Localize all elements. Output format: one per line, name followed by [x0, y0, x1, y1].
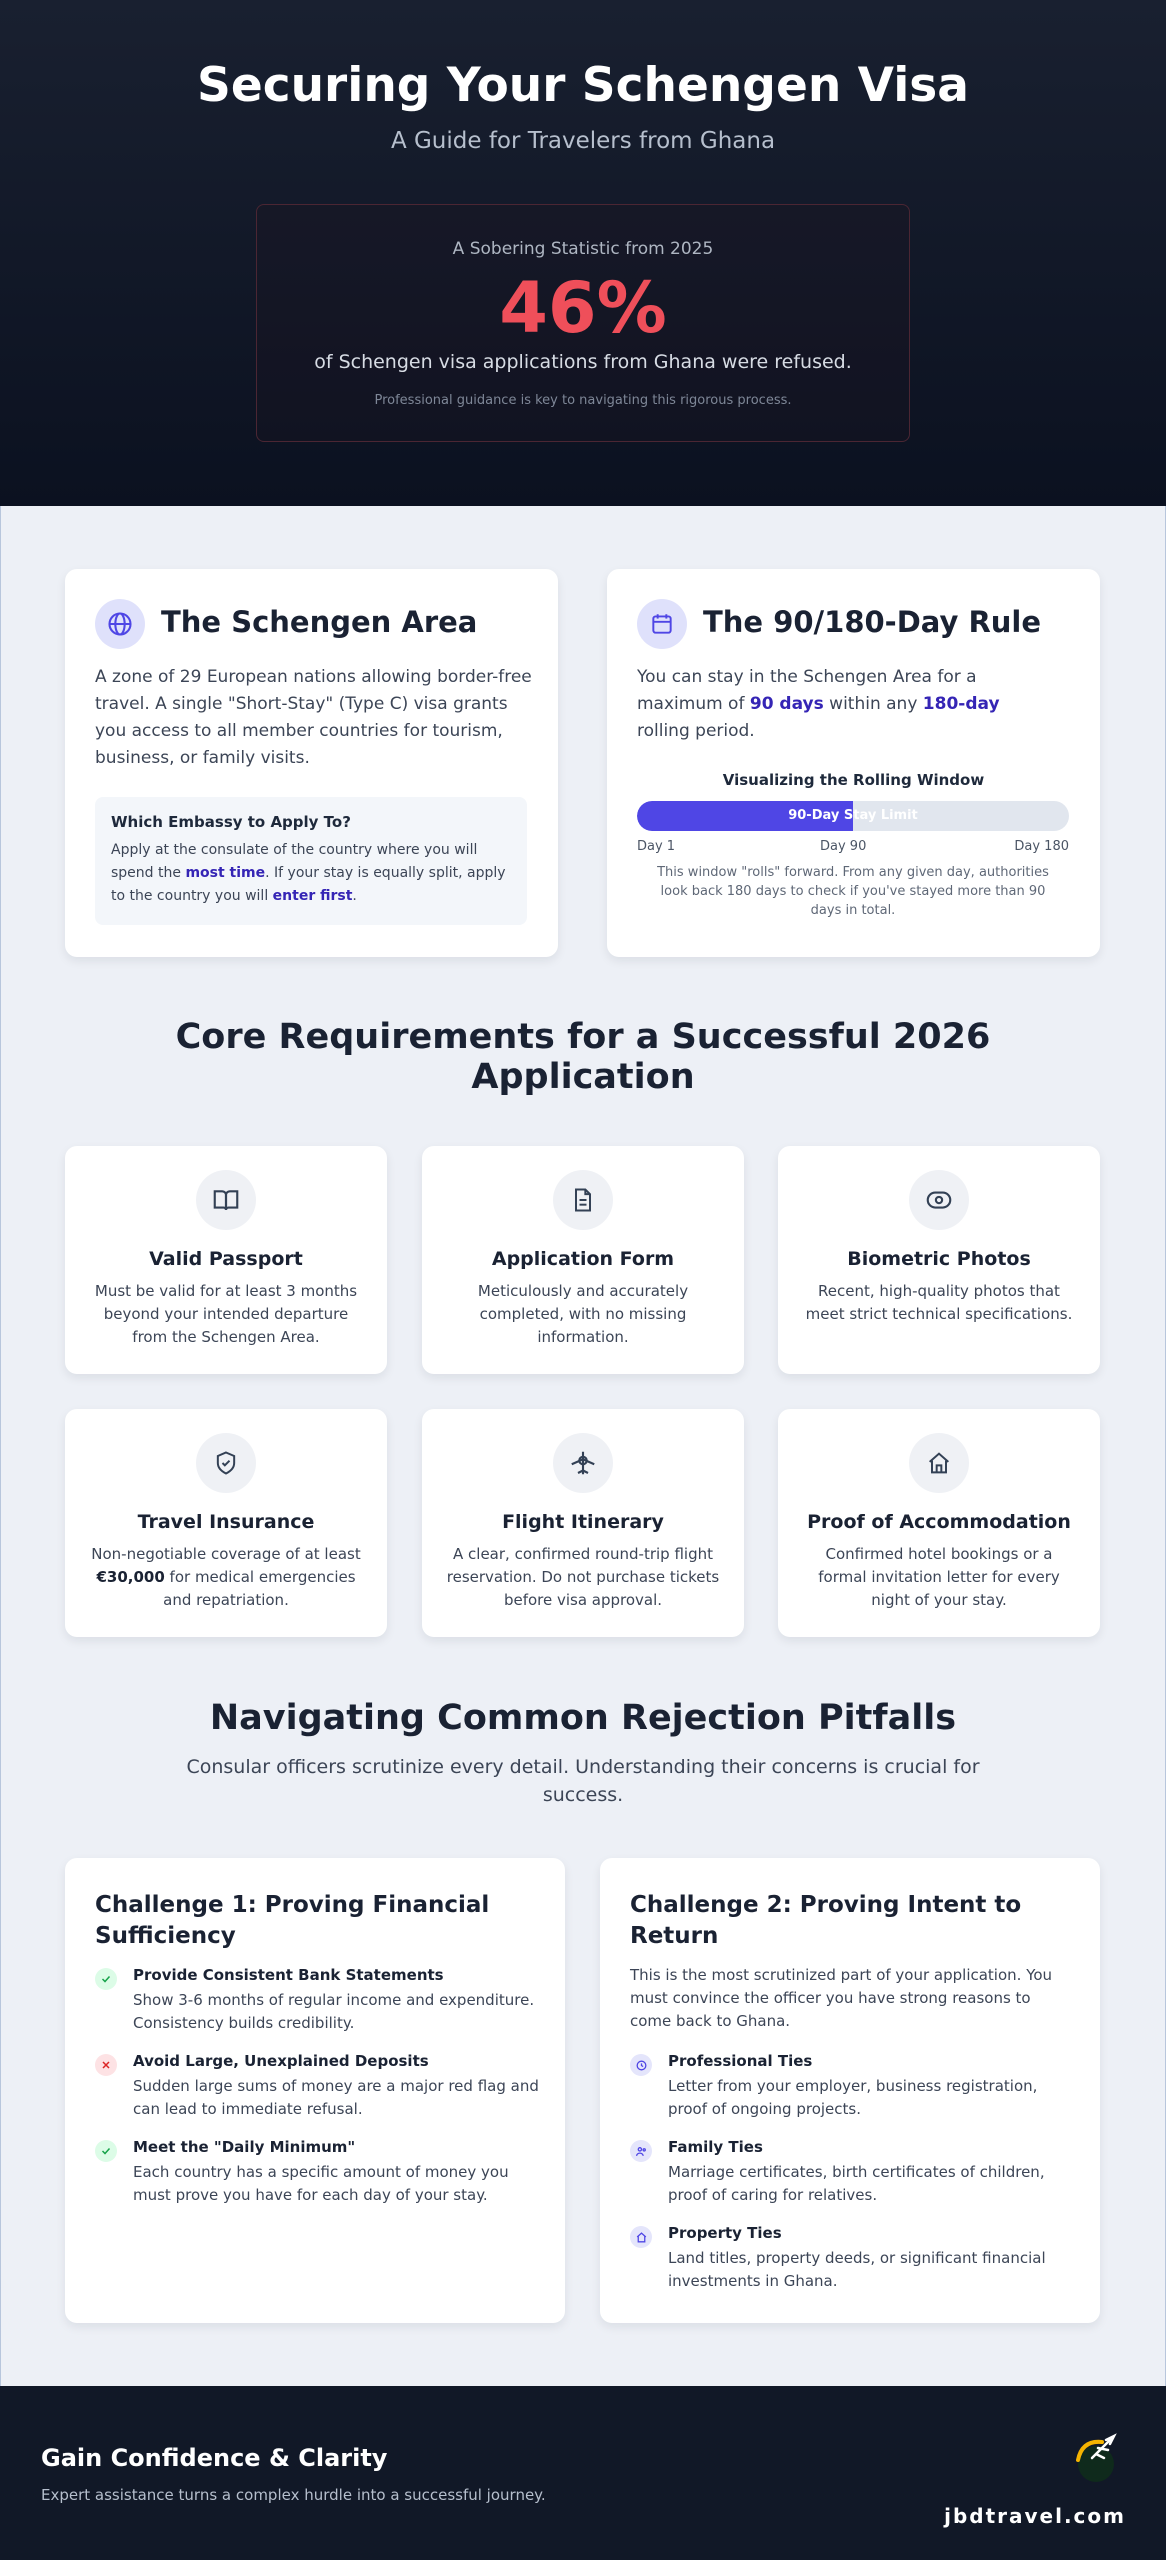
tick-day-180: Day 180: [1014, 839, 1069, 854]
requirement-application-form: [422, 1146, 744, 1374]
requirement-desc: Non-negotiable coverage of at least €30,000 for medical emergencies and repatriation.: [91, 1545, 361, 1609]
footer-title: Gain Confidence & Clarity: [41, 2444, 388, 2472]
requirement-desc: A clear, confirmed round-trip flight reservation. Do not purchase tickets before visa approval.: [446, 1545, 720, 1609]
home-icon: [909, 1433, 969, 1493]
requirement-proof-of-accommodation: [778, 1409, 1100, 1637]
footer: [0, 2386, 1166, 2560]
tick-day-1: Day 1: [637, 839, 676, 854]
item-title: Property Ties: [668, 2224, 782, 2242]
embassy-body: Apply at the consulate of the country where you will spend the most time. If your stay is equally split, apply to the country you will enter first.: [111, 842, 506, 904]
calendar-icon: [637, 599, 687, 649]
embassy-title: Which Embassy to Apply To?: [111, 813, 351, 831]
statistic-value: 46%: [499, 267, 667, 349]
statistic-note: Professional guidance is key to navigating this rigorous process.: [374, 393, 792, 408]
challenge-2-title: Challenge 2: Proving Intent to Return: [630, 1892, 1022, 1949]
challenge-2-intro: This is the most scrutinized part of your application. You must convince the officer you have strong reasons to come back to Ghana.: [630, 1966, 1053, 2030]
requirement-flight-itinerary: [422, 1409, 744, 1637]
item-title: Family Ties: [668, 2138, 763, 2156]
brand-link[interactable]: jbdtravel.com: [944, 2504, 1126, 2528]
document-icon: [553, 1170, 613, 1230]
home-icon: [630, 2226, 652, 2248]
rolling-window-title: Visualizing the Rolling Window: [722, 771, 985, 789]
page-subtitle: A Guide for Travelers from Ghana: [390, 128, 776, 154]
globe-icon: [95, 599, 145, 649]
book-open-icon: [196, 1170, 256, 1230]
hero-section: [0, 0, 1166, 506]
shield-check-icon: [196, 1433, 256, 1493]
schengen-area-body: A zone of 29 European nations allowing border-free travel. A single "Short-Stay" (Type C) visa grants you access to all member countries for tourism, business, or family visits.: [95, 667, 532, 768]
rule-body: You can stay in the Schengen Area for a maximum of 90 days within any 180-day rolling period.: [637, 667, 1000, 741]
item-desc: Each country has a specific amount of money you must prove you have for each day of your stay.: [133, 2163, 509, 2204]
clock-icon: [630, 2054, 652, 2076]
schengen-area-title: The Schengen Area: [161, 605, 478, 639]
requirement-desc: Confirmed hotel bookings or a formal invitation letter for every night of your stay.: [818, 1545, 1060, 1609]
item-desc: Marriage certificates, birth certificates of children, proof of caring for relatives.: [668, 2163, 1045, 2204]
rule-card: [607, 569, 1100, 957]
requirement-title: Valid Passport: [149, 1248, 303, 1270]
item-title: Avoid Large, Unexplained Deposits: [133, 2052, 429, 2070]
item-title: Professional Ties: [668, 2052, 813, 2070]
statistic-box: [256, 204, 910, 442]
rule-highlight-90-days: 90 days: [749, 694, 824, 714]
statistic-description: of Schengen visa applications from Ghana were refused.: [314, 351, 852, 373]
requirement-title: Proof of Accommodation: [807, 1511, 1071, 1533]
pitfalls-subtitle: Consular officers scrutinize every detail. Understanding their concerns is crucial for success.: [186, 1756, 980, 1806]
requirement-title: Travel Insurance: [137, 1511, 315, 1533]
item-title: Provide Consistent Bank Statements: [133, 1966, 444, 1984]
statistic-label: A Sobering Statistic from 2025: [452, 239, 714, 259]
item-title: Meet the "Daily Minimum": [133, 2138, 356, 2156]
challenge-1-title: Challenge 1: Proving Financial Sufficiency: [95, 1892, 490, 1949]
users-icon: [630, 2140, 652, 2162]
item-desc: Land titles, property deeds, or significant financial investments in Ghana.: [668, 2249, 1046, 2290]
challenge-2-card: [600, 1858, 1100, 2323]
requirement-title: Biometric Photos: [847, 1248, 1031, 1270]
requirement-biometric-photos: [778, 1146, 1100, 1374]
check-icon: [95, 1968, 117, 1990]
x-icon: [95, 2054, 117, 2076]
tick-day-90: Day 90: [820, 839, 867, 854]
requirement-desc: Must be valid for at least 3 months beyond your intended departure from the Schengen Area.: [94, 1282, 358, 1346]
pitfalls-title: Navigating Common Rejection Pitfalls: [209, 1698, 957, 1738]
requirement-desc: Recent, high-quality photos that meet strict technical specifications.: [805, 1282, 1073, 1323]
check-icon: [95, 2140, 117, 2162]
schengen-area-card: [65, 569, 558, 957]
plane-icon: [553, 1433, 613, 1493]
requirement-travel-insurance: [65, 1409, 387, 1637]
challenge-1-card: [65, 1858, 565, 2323]
requirement-desc: Meticulously and accurately completed, with no missing information.: [477, 1282, 689, 1346]
eye-icon: [909, 1170, 969, 1230]
rolling-window-note: This window "rolls" forward. From any given day, authorities look back 180 days to check if you've stayed more than 90 days in total.: [657, 865, 1049, 918]
requirements-title: Core Requirements for a Successful 2026 Application: [175, 1017, 991, 1097]
rule-highlight-180-day: 180-day: [922, 694, 1000, 714]
embassy-info-box: [95, 797, 527, 925]
stay-limit-label: 90-Day Stay Limit: [788, 808, 918, 823]
embassy-highlight-enter-first: enter first: [272, 888, 353, 904]
item-desc: Sudden large sums of money are a major red flag and can lead to immediate refusal.: [133, 2077, 539, 2118]
embassy-highlight-most-time: most time: [185, 865, 266, 881]
requirement-title: Flight Itinerary: [502, 1511, 664, 1533]
item-desc: Letter from your employer, business registration, proof of ongoing projects.: [668, 2077, 1038, 2118]
footer-subtitle: Expert assistance turns a complex hurdle into a successful journey.: [41, 2486, 546, 2504]
rolling-window-bar: [637, 801, 1069, 831]
rule-title: The 90/180-Day Rule: [703, 605, 1042, 639]
brand-logo-icon: [1068, 2428, 1124, 2484]
requirement-title: Application Form: [491, 1248, 675, 1270]
item-desc: Show 3-6 months of regular income and expenditure. Consistency builds credibility.: [133, 1991, 535, 2032]
page-title: Securing Your Schengen Visa: [196, 58, 969, 113]
requirement-valid-passport: [65, 1146, 387, 1374]
